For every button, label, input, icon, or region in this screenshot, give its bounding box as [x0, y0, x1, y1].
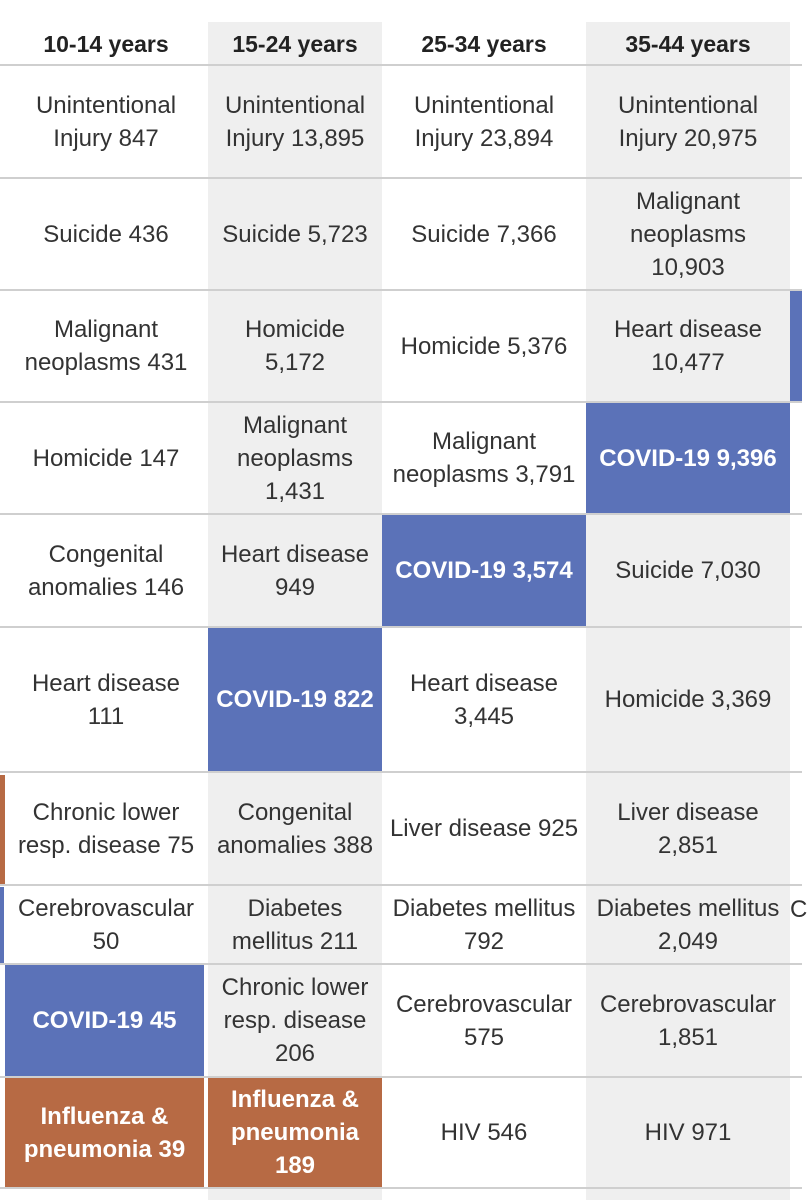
cell-rank-1-col-15-24: Unintentional Injury 13,895 [224, 91, 366, 152]
column-header-10-14: 10-14 years [43, 30, 169, 57]
prev-column-covid-edge [0, 887, 4, 963]
cell-rank-6-col-35-44: Homicide 3,369 [604, 686, 772, 713]
cell-rank-3-col-25-34: Homicide 5,376 [400, 332, 568, 360]
cell-rank-6-col-25-34: Heart disease 3,445 [409, 669, 559, 730]
cell-rank-2-col-25-34: Suicide 7,366 [411, 220, 557, 248]
cell-rank-10-col-10-14: Influenza & pneumonia 39 [5, 1078, 204, 1187]
cell-rank-8-col-25-34: Diabetes mellitus 792 [392, 894, 576, 955]
cell-rank-2-col-15-24: Suicide 5,723 [222, 220, 368, 248]
cell-rank-10-col-35-44: HIV 971 [644, 1119, 732, 1146]
column-header-15-24: 15-24 years [232, 30, 358, 57]
cell-rank-4-col-35-44: COVID-19 9,396 [586, 403, 790, 513]
column-header-35-44: 35-44 years [625, 30, 751, 57]
cell-rank-9-col-35-44: Cerebrovascular 1,851 [599, 990, 777, 1051]
cell-rank-5-col-15-24: Heart disease 949 [220, 540, 370, 601]
cell-rank-7-col-15-24: Congenital anomalies 388 [216, 798, 374, 859]
row-divider [0, 1187, 802, 1189]
cell-rank-3-col-15-24: Homicide 5,172 [244, 316, 346, 376]
cell-rank-1-col-35-44: Unintentional Injury 20,975 [617, 91, 759, 152]
column-header-25-34: 25-34 years [421, 30, 547, 57]
prev-column-flu-edge [0, 775, 5, 885]
cell-rank-8-col-10-14: Cerebrovascular 50 [17, 894, 195, 955]
cell-rank-5-col-10-14: Congenital anomalies 146 [27, 540, 185, 601]
cell-rank-3-col-35-44: Heart disease 10,477 [613, 316, 763, 376]
cell-rank-2-col-10-14: Suicide 436 [43, 220, 169, 248]
cell-rank-2-col-35-44: Malignant neoplasms 10,903 [629, 187, 747, 281]
partial-next-column-text: C [790, 896, 807, 923]
cell-rank-10-col-15-24: Influenza & pneumonia 189 [208, 1078, 382, 1187]
cell-rank-4-col-10-14: Homicide 147 [32, 444, 180, 472]
cell-rank-7-col-25-34: Liver disease 925 [389, 815, 579, 842]
cell-rank-9-col-25-34: Cerebrovascular 575 [395, 990, 573, 1051]
cell-rank-7-col-10-14: Chronic lower resp. disease 75 [17, 798, 195, 859]
cell-rank-3-col-10-14: Malignant neoplasms 431 [24, 316, 188, 376]
cell-rank-6-col-15-24: COVID-19 822 [208, 628, 382, 771]
cell-rank-9-col-10-14: COVID-19 45 [5, 965, 204, 1076]
cell-rank-6-col-10-14: Heart disease 111 [31, 669, 181, 730]
cell-rank-4-col-25-34: Malignant neoplasms 3,791 [392, 428, 576, 488]
cell-rank-4-col-15-24: Malignant neoplasms 1,431 [236, 411, 354, 505]
cell-rank-10-col-25-34: HIV 546 [440, 1119, 528, 1146]
cell-rank-9-col-15-24: Chronic lower resp. disease 206 [221, 974, 369, 1067]
cell-rank-7-col-35-44: Liver disease 2,851 [617, 798, 759, 859]
cell-rank-5-col-35-44: Suicide 7,030 [615, 557, 761, 584]
cell-rank-8-col-15-24: Diabetes mellitus 211 [231, 894, 359, 955]
cell-rank-5-col-25-34: COVID-19 3,574 [382, 515, 586, 626]
next-column-covid-edge [790, 290, 802, 402]
cell-rank-8-col-35-44: Diabetes mellitus 2,049 [596, 894, 780, 955]
cell-rank-1-col-25-34: Unintentional Injury 23,894 [413, 91, 555, 152]
cell-rank-1-col-10-14: Unintentional Injury 847 [35, 91, 177, 152]
